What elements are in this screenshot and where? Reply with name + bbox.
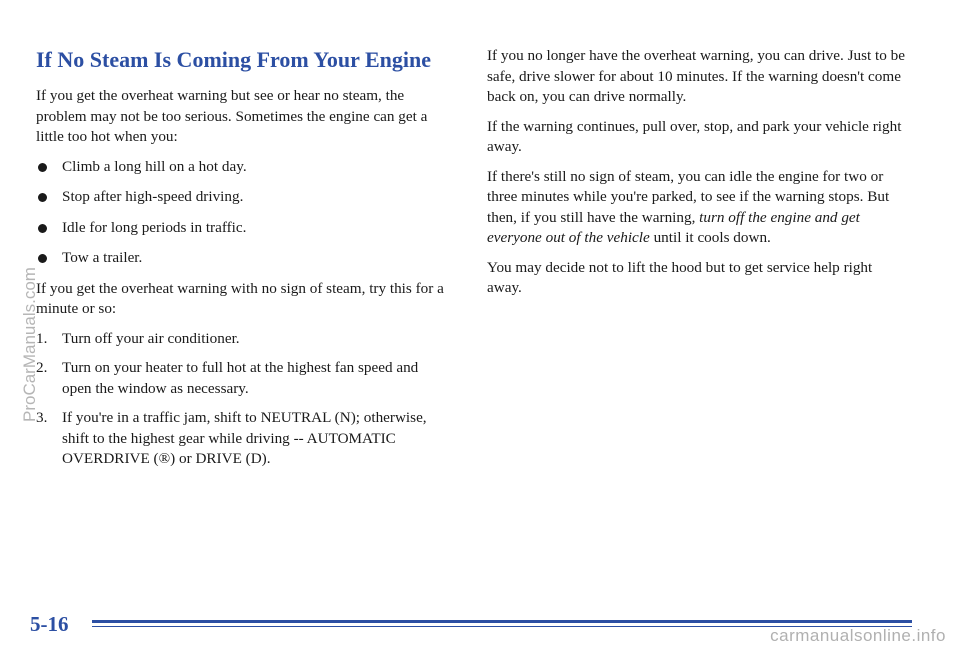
list-item	[36, 218, 446, 239]
side-watermark: ProCarManuals.com	[20, 267, 39, 422]
steps-lead-paragraph: If you get the overheat warning with no sign of steam, try this for a minute or so:	[36, 279, 444, 317]
intro-paragraph: If you get the overheat warning but see or hear no steam, the problem may not be too serious. Sometimes the engine can get a little too hot when you:	[36, 87, 428, 145]
step-text: Turn off your air conditioner.	[62, 329, 240, 347]
step-item	[36, 358, 446, 399]
paragraph-text: If there's still no sign of steam, you can idle the engine for two or three minutes while you're parked, to see if the warning stops. But then, if you still have the warning,	[487, 167, 890, 226]
list-item	[36, 157, 446, 178]
conditions-list	[36, 157, 446, 269]
paragraph-text: until it cools down.	[649, 229, 771, 246]
list-item-text: Stop after high-speed driving.	[62, 188, 244, 205]
step-text: If you're in a traffic jam, shift to NEUTRAL (N); otherwise, shift to the highest gear while driving -- AUTOMATIC OVERDRIVE (®) or DRIVE (D).	[62, 409, 427, 467]
step-number: 2.	[36, 359, 48, 376]
list-item	[36, 187, 446, 208]
section-heading: If No Steam Is Coming From Your Engine	[36, 47, 432, 72]
left-column	[36, 46, 446, 479]
footer-divider	[92, 620, 912, 623]
emphasized-warning: turn off the engine and get everyone out of the vehicle	[487, 208, 860, 246]
list-item	[36, 248, 446, 269]
step-item	[36, 329, 446, 350]
list-item-text: Climb a long hill on a hot day.	[62, 157, 247, 175]
step-item	[36, 408, 446, 470]
bullet-icon	[38, 193, 47, 202]
list-item-text: Idle for long periods in traffic.	[62, 218, 247, 236]
paragraph-warning-continues: If the warning continues, pull over, stop, and park your vehicle right away.	[487, 117, 902, 155]
paragraph-no-steam-idle	[487, 167, 907, 249]
right-column	[487, 46, 907, 308]
list-item-text: Tow a trailer.	[62, 249, 143, 266]
page-number: 5-16	[30, 612, 69, 636]
step-number: 3.	[36, 409, 48, 426]
step-text: Turn on your heater to full hot at the highest fan speed and open the window as necessary.	[62, 359, 419, 397]
paragraph-warning-gone: If you no longer have the overheat warning, you can drive. Just to be safe, drive slower for about 10 minutes. If the warning doesn't come back on, you can drive normally.	[487, 47, 905, 105]
paragraph-service-help: You may decide not to lift the hood but to get service help right away.	[487, 258, 873, 296]
steps-list	[36, 329, 446, 470]
bullet-icon	[38, 163, 47, 172]
bottom-watermark: carmanualsonline.info	[770, 626, 946, 645]
step-number: 1.	[36, 329, 48, 347]
